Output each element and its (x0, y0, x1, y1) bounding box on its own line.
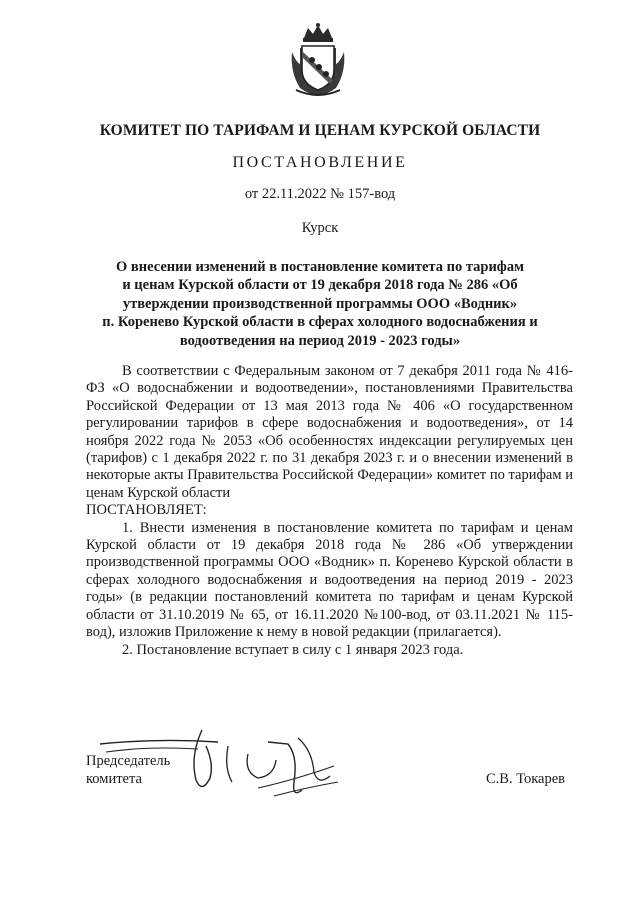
document-body (86, 363, 573, 659)
signatory-role-line: комитета (86, 771, 142, 787)
title-line: утверждении производственной программы ООО «Водник» (122, 295, 518, 312)
signatory-role-line: Председатель (86, 753, 171, 769)
document-title (80, 258, 560, 350)
item-2-paragraph: 2. Постановление вступает в силу с 1 января 2023 года. (122, 641, 464, 658)
title-line: О внесении изменений в постановление комитета по тарифам (116, 259, 524, 275)
kursk-coat-of-arms-icon (286, 22, 350, 98)
resolves-keyword: ПОСТАНОВЛЯЕТ: (86, 502, 207, 519)
preamble-paragraph: В соответствии с Федеральным законом от 7 декабря 2011 года № 416-ФЗ «О водоснабжении и водоотведении», постановлениями Правительства Российской Федерации от 13 мая 2013 года № 406 «О государственном регулировании тарифов в сфере водоснабжения и водоотведения», от 14 ноября 2022 года № 2053 «Об особенностях индексации регулируемых цен (тарифов) с 1 декабря 2022 г. по 31 декабря 2023 г. и о внесении изменений в некоторые акты Правительства Российской Федерации» комитет по тарифам и ценам Курской области (86, 363, 573, 501)
item-1-paragraph: 1. Внести изменения в постановление комитета по тарифам и ценам Курской области от 19 декабря 2018 года № 286 «Об утверждении производственной программы ООО «Водник» п. Коренево Курской области в сферах холодного водоснабжения и водоотведения на период 2019 - 2023 годы» (в редакции постановлений комитета по тарифам и ценам Курской области от 31.10.2019 № 65, от 16.11.2020 №100-вод, от 03.11.2021 № 115-вод), изложив Приложение к нему в новой редакции (прилагается). (86, 519, 573, 641)
organization-name: КОМИТЕТ ПО ТАРИФАМ И ЦЕНАМ КУРСКОЙ ОБЛАСТИ (99, 122, 541, 139)
signatory-name: С.В. Токарев (486, 771, 566, 787)
document-city: Курск (301, 220, 339, 236)
signatory-role (86, 752, 170, 788)
title-line: и ценам Курской области от 19 декабря 2018 года № 286 «Об (122, 277, 518, 294)
title-line: п. Коренево Курской области в сферах холодного водоснабжения и (102, 314, 538, 331)
document-type: ПОСТАНОВЛЕНИЕ (232, 154, 408, 171)
title-line: водоотведения на период 2019 - 2023 годы» (179, 332, 461, 349)
document-number: от 22.11.2022 № 157-вод (244, 186, 396, 202)
